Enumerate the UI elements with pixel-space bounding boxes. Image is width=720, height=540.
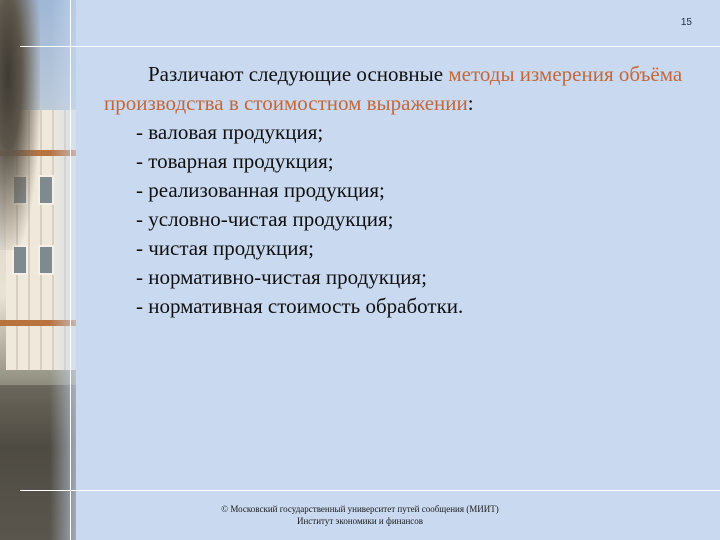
page-number: 15	[680, 17, 692, 28]
intro-paragraph	[104, 60, 694, 118]
list-item: - нормативно-чистая продукция;	[136, 265, 427, 289]
intro-highlight: методы измерения объёма производства в стоимостном выражении	[104, 62, 683, 115]
methods-list	[104, 118, 694, 321]
tree	[0, 0, 40, 250]
footer-institute: Институт экономики и финансов	[296, 516, 424, 526]
list-item: - товарная продукция;	[136, 149, 334, 173]
footer-copyright: © Московский государственный университет путей сообщения (МИИТ)	[221, 504, 499, 514]
list-item: - реализованная продукция;	[136, 178, 385, 202]
footer	[150, 503, 570, 527]
intro-lead: Различают следующие основные	[148, 62, 449, 86]
list-item: - валовая продукция;	[136, 120, 324, 144]
top-divider	[20, 46, 720, 47]
list-item: - условно-чистая продукция;	[136, 207, 394, 231]
slide-content	[104, 60, 694, 321]
bottom-divider	[20, 490, 720, 491]
list-item: - нормативная стоимость обработки.	[136, 294, 464, 318]
vertical-divider	[70, 0, 71, 540]
intro-tail: :	[467, 91, 474, 115]
list-item: - чистая продукция;	[136, 236, 315, 260]
